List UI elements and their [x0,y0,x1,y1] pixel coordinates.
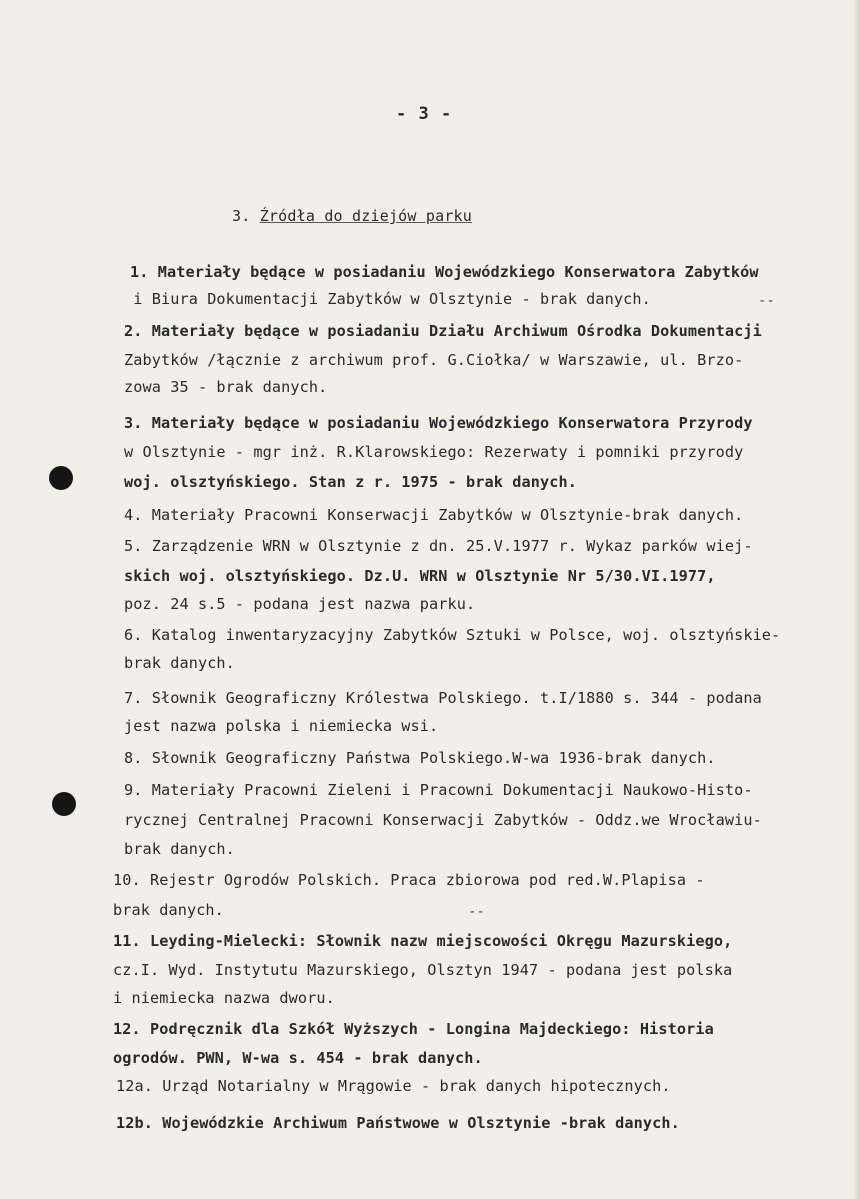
text-line: brak danych. [113,901,224,919]
text-line: 4. Materiały Pracowni Konserwacji Zabytków w Olsztynie-brak danych. [124,506,744,524]
text-line: poz. 24 s.5 - podana jest nazwa parku. [124,595,476,613]
text-line: skich woj. olsztyńskiego. Dz.U. WRN w Olsztynie Nr 5/30.VI.1977, [124,567,716,585]
text-line: 6. Katalog inwentaryzacyjny Zabytków Sztuki w Polsce, woj. olsztyńskie- [124,626,781,644]
text-line: 3. Materiały będące w posiadaniu Wojewódzkiego Konserwatora Przyrody [124,414,753,432]
text-line: 11. Leyding-Mielecki: Słownik nazw miejscowości Okręgu Mazurskiego, [113,932,733,950]
text-line: Zabytków /łącznie z archiwum prof. G.Ciołka/ w Warszawie, ul. Brzo- [124,351,744,369]
text-line: i niemiecka nazwa dworu. [113,989,335,1007]
bleed-through-shadow [140,140,800,190]
section-title: Źródła do dziejów parku [259,207,473,225]
text-line: jest nazwa polska i niemiecka wsi. [124,717,439,735]
text-line: 12b. Wojewódzkie Archiwum Państwowe w Olsztynie -brak danych. [116,1114,680,1132]
handwritten-dash: -- [758,293,775,309]
text-line: 2. Materiały będące w posiadaniu Działu Archiwum Ośrodka Dokumentacji [124,322,762,340]
text-line: w Olsztynie - mgr inż. R.Klarowskiego: Rezerwaty i pomniki przyrody [124,443,744,461]
text-line: ogrodów. PWN, W-wa s. 454 - brak danych. [113,1049,483,1067]
punch-hole-bottom [52,792,76,816]
text-line: i Biura Dokumentacji Zabytków w Olsztynie - brak danych. [124,290,651,308]
text-line: 8. Słownik Geograficzny Państwa Polskiego.W-wa 1936-brak danych. [124,749,716,767]
page-edge [853,0,859,1199]
handwritten-dash: -- [468,904,485,920]
text-line: brak danych. [124,654,235,672]
text-line: rycznej Centralnej Pracowni Konserwacji Zabytków - Oddz.we Wrocławiu- [124,811,762,829]
text-line: woj. olsztyńskiego. Stan z r. 1975 - brak danych. [124,473,577,491]
text-line: cz.I. Wyd. Instytutu Mazurskiego, Olsztyn 1947 - podana jest polska [113,961,733,979]
punch-hole-top [49,466,73,490]
text-line: 9. Materiały Pracowni Zieleni i Pracowni Dokumentacji Naukowo-Histo- [124,781,753,799]
text-line: brak danych. [124,840,235,858]
text-line: zowa 35 - brak danych. [124,378,328,396]
section-heading [232,207,472,225]
text-line: 12. Podręcznik dla Szkół Wyższych - Longina Majdeckiego: Historia [113,1020,714,1038]
text-line: 5. Zarządzenie WRN w Olsztynie z dn. 25.V.1977 r. Wykaz parków wiej- [124,537,753,555]
text-line: 10. Rejestr Ogrodów Polskich. Praca zbiorowa pod red.W.Plapisa - [113,871,705,889]
text-line: 7. Słownik Geograficzny Królestwa Polskiego. t.I/1880 s. 344 - podana [124,689,762,707]
text-line: 1. Materiały będące w posiadaniu Wojewódzkiego Konserwatora Zabytków [130,263,759,281]
page-number: - 3 - [396,104,453,124]
section-number: 3. [232,207,251,225]
text-line: 12a. Urząd Notarialny w Mrągowie - brak danych hipotecznych. [116,1077,671,1095]
